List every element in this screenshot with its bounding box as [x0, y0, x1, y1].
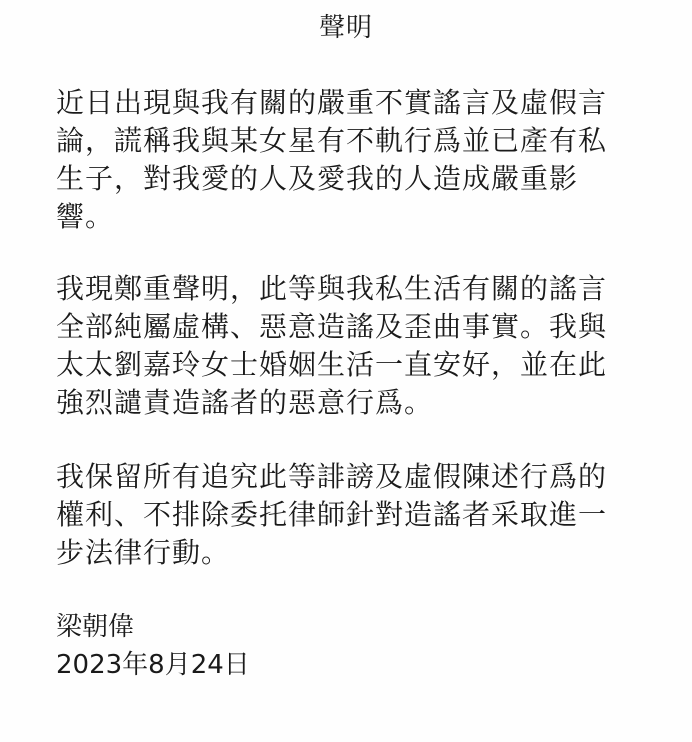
- text-line: 步法律行動。: [56, 536, 231, 569]
- signature-date: 2023年8月24日: [56, 650, 250, 680]
- signature-name: 梁朝偉: [56, 612, 135, 642]
- signature-block: [56, 608, 656, 684]
- text-line: 太太劉嘉玲女士婚姻生活一直安好，並在此: [56, 348, 608, 381]
- paragraph-1: [56, 84, 656, 236]
- paragraph-2: [56, 270, 656, 422]
- text-line: 響。: [56, 200, 115, 233]
- text-line: 近日出現與我有關的嚴重不實謠言及虛假言: [56, 86, 608, 119]
- text-line: 我現鄭重聲明，此等與我私生活有關的謠言: [56, 272, 608, 305]
- text-line: 我保留所有追究此等誹謗及虛假陳述行爲的: [56, 460, 608, 493]
- text-line: 權利、不排除委托律師針對造謠者采取進一: [56, 498, 608, 531]
- text-line: 全部純屬虛構、惡意造謠及歪曲事實。我與: [56, 310, 608, 343]
- paragraph-3: [56, 458, 656, 572]
- document-body: [56, 84, 656, 684]
- text-line: 論，謊稱我與某女星有不軌行爲並已產有私: [56, 124, 608, 157]
- text-line: 生子，對我愛的人及愛我的人造成嚴重影: [56, 162, 579, 195]
- document-title: 聲明: [318, 13, 373, 43]
- text-line: 強烈譴責造謠者的惡意行爲。: [56, 386, 434, 419]
